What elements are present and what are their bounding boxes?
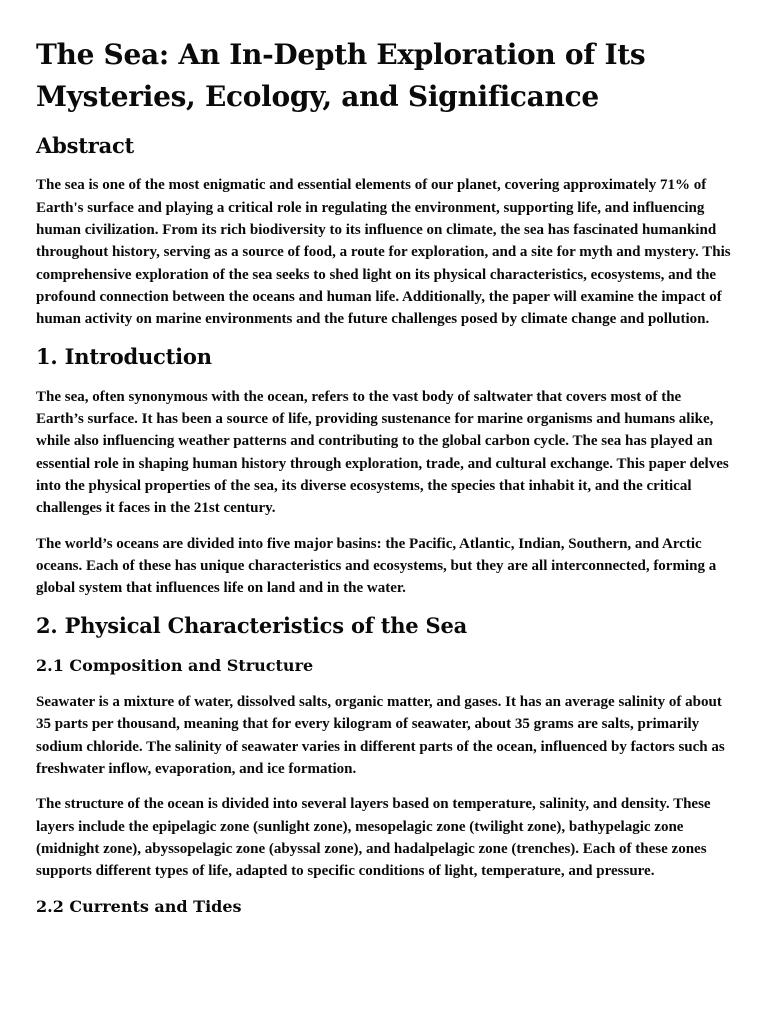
- introduction-paragraph-2: The world’s oceans are divided into five major basins: the Pacific, Atlantic, Indian, Southern, and Arctic oceans. Each of these has unique characteristics and ecosystems, but they are all interconnected, forming a global system that influences life on land and in the water.: [36, 535, 717, 597]
- composition-paragraph-2: The structure of the ocean is divided into several layers based on temperature, salinity, and density. These layers include the epipelagic zone (sunlight zone), mesopelagic zone (twilight zone), bathypelagic zone (midnight zone), abyssopelagic zone (abyssal zone), and hadalpelagic zone (trenches). Each of these zones supports different types of life, adapted to specific conditions of light, temperature, and pressure.: [36, 796, 711, 880]
- composition-paragraph-1: Seawater is a mixture of water, dissolved salts, organic matter, and gases. It has an average salinity of about 35 parts per thousand, meaning that for every kilogram of seawater, about 35 grams are salts, primarily sodium chloride. The salinity of seawater varies in different parts of the ocean, influenced by factors such as freshwater inflow, evaporation, and ice formation.: [36, 694, 725, 778]
- introduction-heading: 1. Introduction: [36, 344, 212, 370]
- currents-tides-heading: 2.2 Currents and Tides: [36, 896, 242, 916]
- introduction-paragraph-1: The sea, often synonymous with the ocean, refers to the vast body of saltwater that covers most of the Earth’s surface. It has been a source of life, providing sustenance for marine organisms and humans alike, while also influencing weather patterns and contributing to the global carbon cycle. The sea has played an essential role in shaping human history through exploration, trade, and cultural exchange. This paper delves into the physical properties of the sea, its diverse ecosystems, the species that inhabit it, and the critical challenges it faces in the 21st century.: [36, 388, 729, 517]
- composition-structure-heading: 2.1 Composition and Structure: [36, 655, 314, 675]
- physical-characteristics-heading: 2. Physical Characteristics of the Sea: [36, 613, 468, 639]
- abstract-paragraph: The sea is one of the most enigmatic and essential elements of our planet, covering approximately 71% of Earth's surface and playing a critical role in regulating the environment, supporting life, and influencing human civilization. From its rich biodiversity to its influence on climate, the sea has fascinated humankind throughout history, serving as a source of food, a route for exploration, and a site for myth and mystery. This comprehensive exploration of the sea seeks to shed light on its physical characteristics, ecosystems, and the profound connection between the oceans and human life. Additionally, the paper will examine the impact of human activity on marine environments and the future challenges posed by climate change and pollution.: [36, 177, 731, 328]
- document-title: The Sea: An In-Depth Exploration of Its Mysteries, Ecology, and Significance: [36, 38, 646, 113]
- abstract-heading: Abstract: [36, 133, 135, 158]
